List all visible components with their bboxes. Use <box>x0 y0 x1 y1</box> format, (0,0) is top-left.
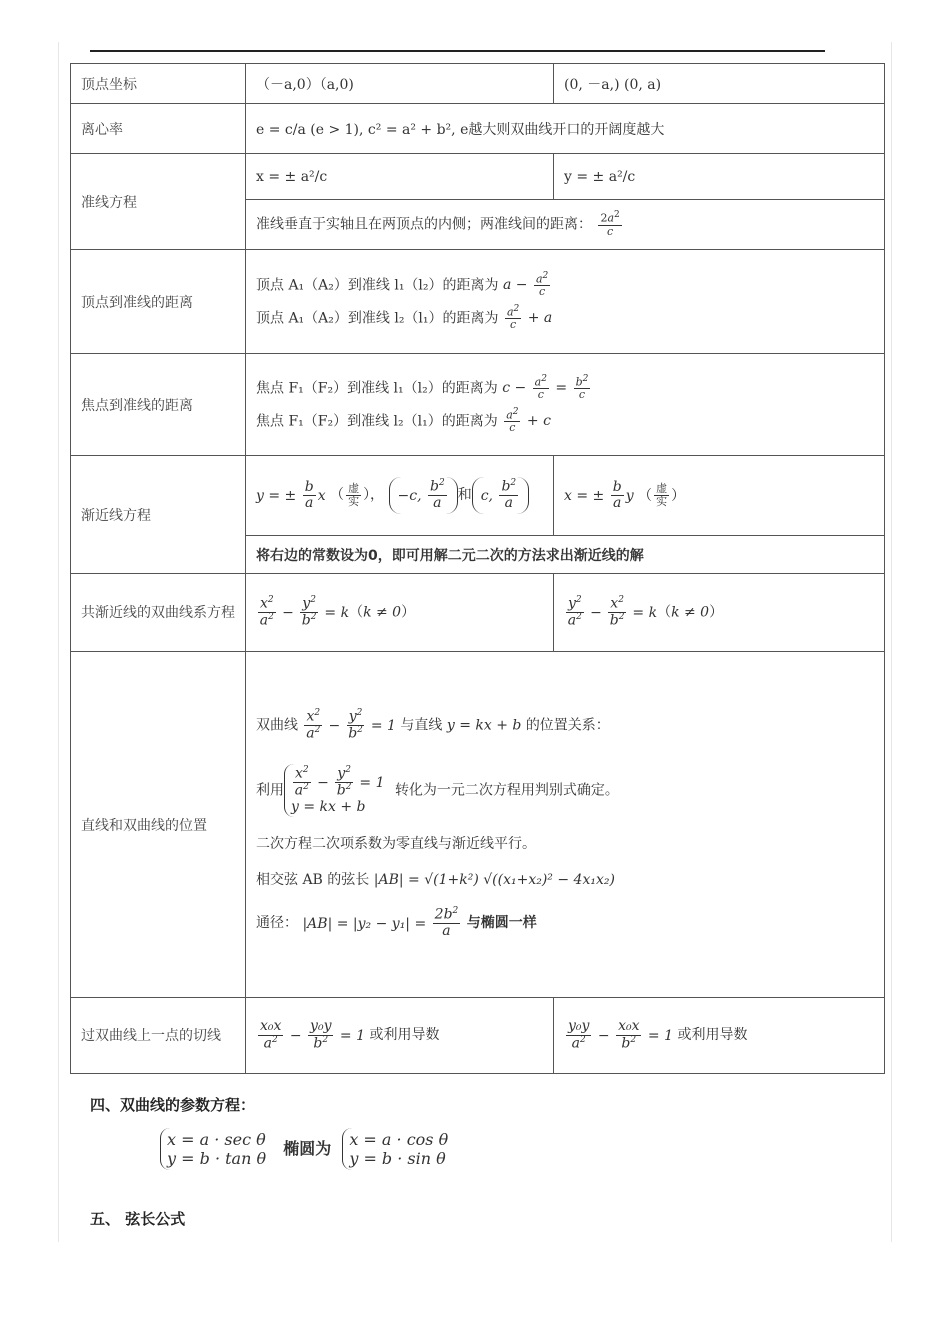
row-label: 过双曲线上一点的切线 <box>71 998 246 1074</box>
vertex-distance-cell <box>246 250 885 354</box>
table-row <box>71 154 885 200</box>
text-line: 焦点 F₁（F₂）到准线 l₂（l₁）的距离为 <box>256 412 498 429</box>
text-line: 或利用导数 <box>369 1027 440 1044</box>
text-line: 二次方程二次项系数为零直线与渐近线平行。 <box>256 836 536 853</box>
text-line: 相交弦 AB 的弦长 <box>256 872 370 889</box>
asymptote-left: y = ± $\frac{b}{a}$ x （ $\frac{\text{虚}}{\text{实}}$ ）， −c, $\frac{b^2}{a}$ 和 c, $\frac{b^2}{a}$ <box>246 456 554 536</box>
directrix-note-cell <box>246 200 885 250</box>
formula: c − $\frac{a^2}{c}$ = $\frac{b^2}{c}$ <box>502 373 589 402</box>
common-family-right: $\frac{y^2}{a^2}$ − $\frac{x^2}{b^2}$ = k（k ≠ 0） <box>554 574 885 652</box>
directrix-right: y = ± a²/c <box>554 154 885 200</box>
row-label: 共渐近线的双曲线系方程 <box>71 574 246 652</box>
row-label: 顶点到准线的距离 <box>71 250 246 354</box>
text-line: 顶点 A₁（A₂）到准线 l₁（l₂）的距离为 <box>256 277 499 294</box>
hyperbola-property-table <box>70 63 885 1074</box>
row-label: 离心率 <box>71 104 246 154</box>
formula: a − $\frac{a^2}{c}$ <box>502 270 549 299</box>
text-line: 转化为一元二次方程用判别式确定。 <box>394 782 619 799</box>
parametric-equations: x = a · sec θ y = b · tan θ 椭圆为 x = a · cos θ y = b · sin θ <box>160 1128 454 1170</box>
section-heading: 五、 弦长公式 <box>90 1210 186 1228</box>
table-row <box>71 998 885 1074</box>
row-label: 直线和双曲线的位置 <box>71 652 246 998</box>
text-line: 双曲线 <box>256 717 298 734</box>
table-row <box>71 104 885 154</box>
text-line: 或利用导数 <box>677 1027 748 1044</box>
text-line: 顶点 A₁（A₂）到准线 l₂（l₁）的距离为 <box>256 309 499 326</box>
row-label: 焦点到准线的距离 <box>71 354 246 456</box>
table-row <box>71 250 885 354</box>
line-position-cell: 双曲线 $\frac{x^2}{a^2}$ − $\frac{y^2}{b^2}$ = 1 与直线 y = kx + b 的位置关系： 利用 $\frac{x^2}{a^2}$ − $\frac{y^2}{b^2}$ = 1 y = kx + b 转化为一元二次方程用判别式确定。 二次方程二次项系数为零直线与渐近线平行。 相交弦 AB 的弦长 |AB| = √(1+k²) √((x₁+x₂)² − 4x₁x₂) 通径： |AB| = |y₂ − y₁| = $\frac{2b^2}{a}$ 与椭圆一样 <box>246 652 885 998</box>
formula: $\frac{a^2}{c}$ + c <box>506 406 551 435</box>
directrix-left: x = ± a²/c <box>246 154 554 200</box>
text-line: 与椭圆一样 <box>466 915 537 932</box>
formula: $\frac{2a^2}{c}$ <box>600 210 620 238</box>
header-rule <box>90 50 825 52</box>
row-label: 准线方程 <box>71 154 246 250</box>
row-label: 渐近线方程 <box>71 456 246 574</box>
table-row <box>71 456 885 536</box>
table-row <box>71 574 885 652</box>
vertex-right: (0, －a,) (0, a) <box>554 64 885 104</box>
asymptote-hint: 将右边的常数设为0，即可用解二元二次的方法求出渐近线的解 <box>246 536 885 574</box>
tangent-right: $\frac{\text{y₀y}}{a^2}$ − $\frac{\text{x₀x}}{b^2}$ = 1 或利用导数 <box>554 998 885 1074</box>
common-family-left: $\frac{x^2}{a^2}$ − $\frac{y^2}{b^2}$ = k（k ≠ 0） <box>246 574 554 652</box>
directrix-note: 准线垂直于实轴且在两顶点的内侧；两准线间的距离： <box>256 216 592 233</box>
table-row <box>71 64 885 104</box>
text-line: 与直线 <box>400 717 443 734</box>
table-row <box>71 354 885 456</box>
tangent-left: $\frac{\text{x₀x}}{a^2}$ − $\frac{\text{y₀y}}{b^2}$ = 1 或利用导数 <box>246 998 554 1074</box>
asymptote-right: x = ± $\frac{b}{a}$ y （ $\frac{\text{虚}}{\text{实}}$ ） <box>554 456 885 536</box>
table-row <box>71 652 885 998</box>
section-heading: 四、双曲线的参数方程： <box>90 1096 256 1114</box>
text-line: 通径： <box>256 915 298 932</box>
row-label: 顶点坐标 <box>71 64 246 104</box>
text-line: 焦点 F₁（F₂）到准线 l₁（l₂）的距离为 <box>256 380 498 397</box>
vertex-left: （－a,0）（a,0) <box>246 64 554 104</box>
eccentricity-text: e = c/a (e > 1), c² = a² + b², e越大则双曲线开口的开阔度越大 <box>246 104 885 154</box>
text-line: 的位置关系： <box>525 717 610 734</box>
formula: $\frac{a^2}{c}$ + a <box>506 303 553 332</box>
ellipse-label: 椭圆为 <box>283 1138 332 1158</box>
focus-distance-cell <box>246 354 885 456</box>
